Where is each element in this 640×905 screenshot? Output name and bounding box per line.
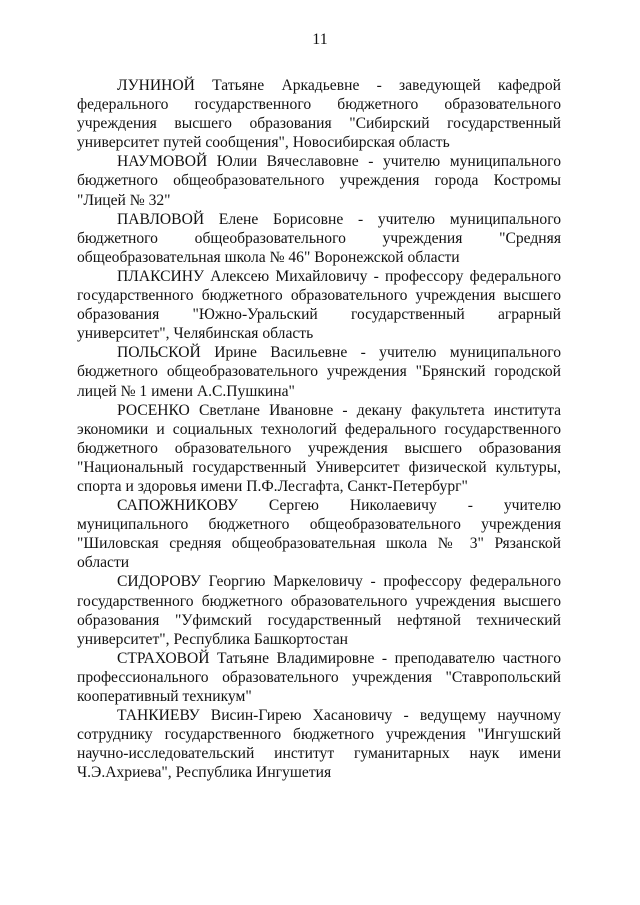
award-entry: СИДОРОВУ Георгию Маркеловичу - профессору федерального государственного бюджетного образовательного учреждения высшего образования "Уфимский государственный нефтяной технический университет", Республика Башкортостан bbox=[77, 573, 561, 648]
award-entry: ПЛАКСИНУ Алексею Михайловичу - профессору федерального государственного бюджетного образовательного учреждения высшего образования "Южно-Уральский государственный аграрный университет", Челябинская область bbox=[77, 267, 561, 343]
award-list bbox=[77, 76, 561, 782]
award-entry: НАУМОВОЙ Юлии Вячеславовне - учителю муниципального бюджетного общеобразовательного учреждения города Костромы "Лицей № 32" bbox=[77, 153, 561, 209]
award-entry: СТРАХОВОЙ Татьяне Владимировне - преподавателю частного профессионального образовательного учреждения "Ставропольский кооперативный техникум" bbox=[77, 649, 561, 705]
award-entry: ЛУНИНОЙ Татьяне Аркадьевне - заведующей кафедрой федерального государственного бюджетного образовательного учреждения высшего образования "Сибирский государственный университет путей сообщения", Новосибирская область bbox=[77, 77, 561, 152]
page-number: 11 bbox=[312, 31, 328, 48]
award-entry: САПОЖНИКОВУ Сергею Николаевичу - учителю муниципального бюджетного общеобразовательного учреждения "Шиловская средняя общеобразовательная школа № 3" Рязанской области bbox=[77, 497, 561, 572]
award-entry: ПОЛЬСКОЙ Ирине Васильевне - учителю муниципального бюджетного общеобразовательного учреждения "Брянский городской лицей № 1 имени А.С.Пушкина" bbox=[77, 344, 561, 400]
award-entry: РОСЕНКО Светлане Ивановне - декану факультета института экономики и социальных технологий федерального государственного бюджетного образовательного учреждения высшего образования "Национальный государственный Университет физической культуры, спорта и здоровья имени П.Ф.Лесгафта, Санкт-Петербург" bbox=[77, 401, 561, 495]
award-entry: ТАНКИЕВУ Висин-Гирею Хасановичу - ведущему научному сотруднику государственного бюджетного учреждения "Ингушский научно-исследовательский институт гуманитарных наук имени Ч.Э.Ахриева", Республика Ингушетия bbox=[77, 707, 561, 782]
award-entry: ПАВЛОВОЙ Елене Борисовне - учителю муниципального бюджетного общеобразовательного учреждения "Средняя общеобразовательная школа № 46" Воронежской области bbox=[77, 210, 561, 266]
